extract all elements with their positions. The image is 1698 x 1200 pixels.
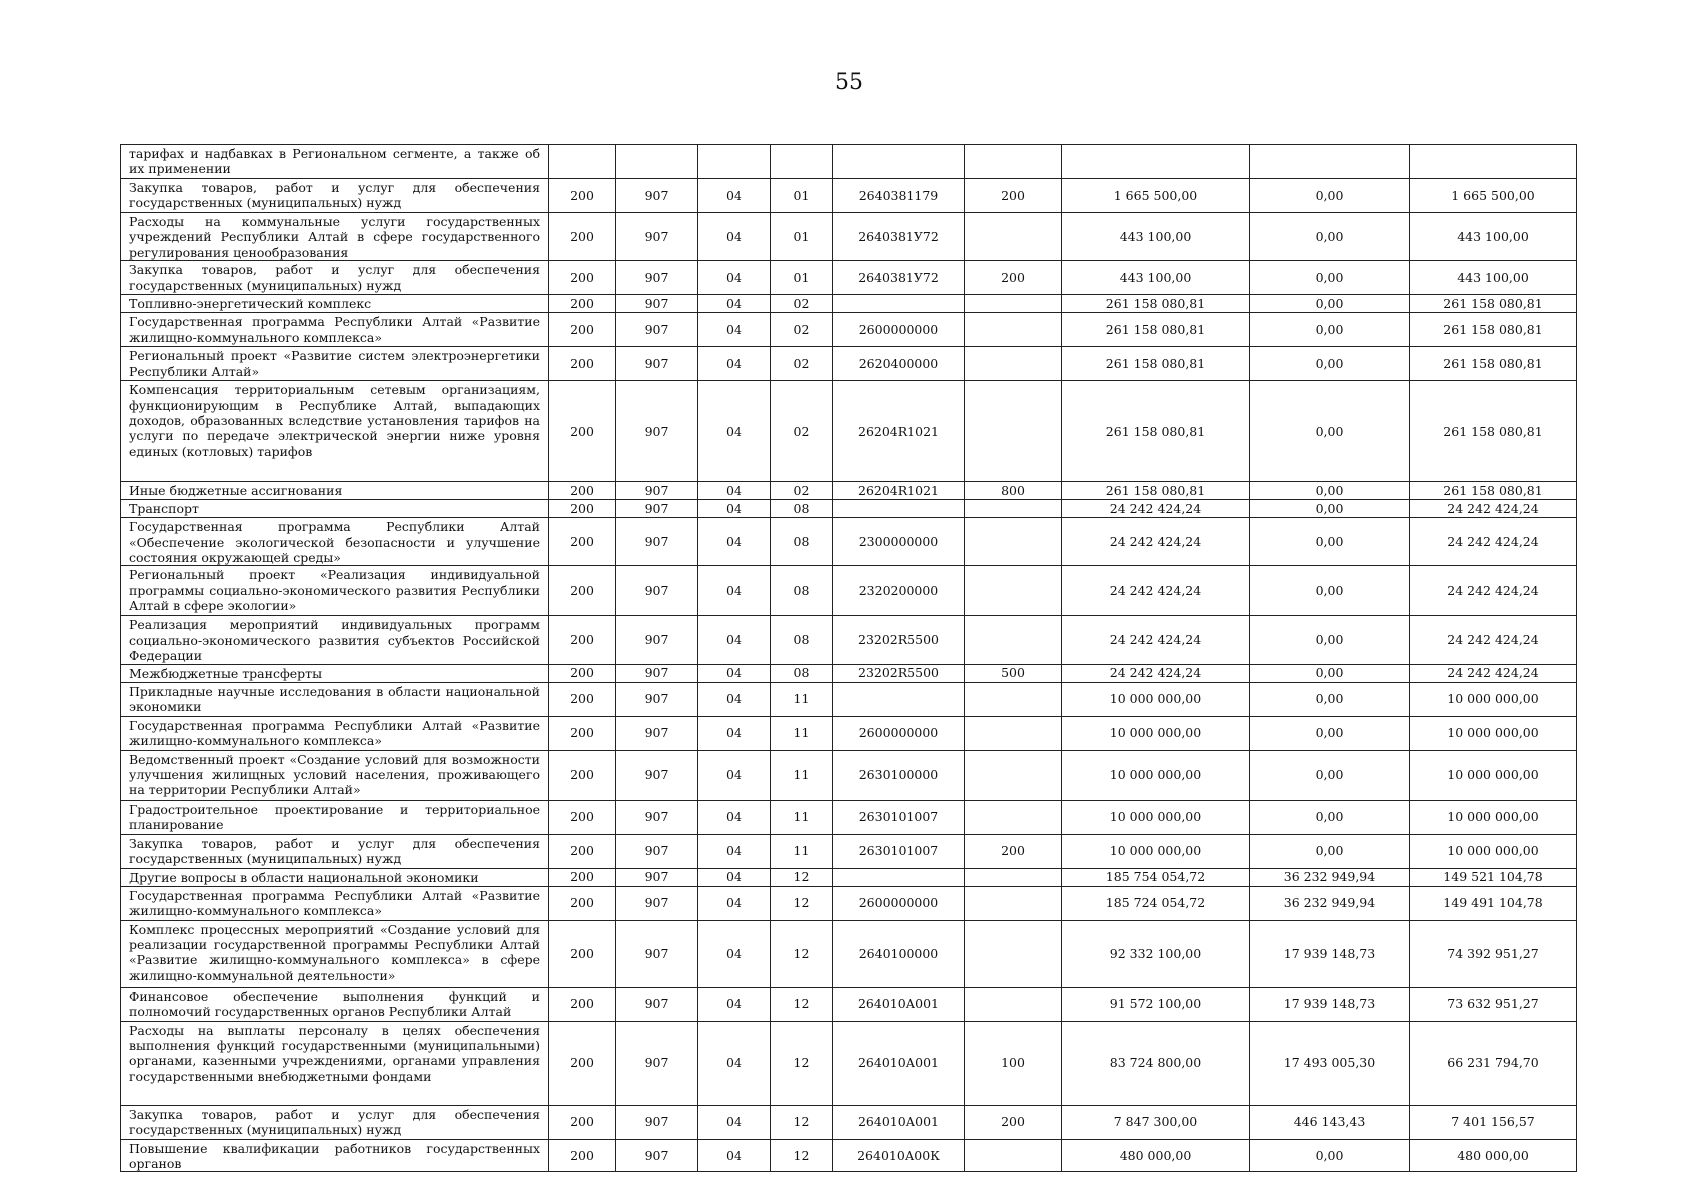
cell-amount-approved: 10 000 000,00 (1062, 834, 1250, 868)
cell-admin-code: 200 (549, 179, 616, 213)
cell-admin-code: 200 (549, 1021, 616, 1105)
cell-amount-total: 7 401 156,57 (1410, 1105, 1577, 1139)
cell-section-code: 04 (698, 1021, 771, 1105)
cell-target-article (833, 682, 965, 716)
cell-department-code: 907 (616, 920, 698, 987)
table-row (121, 213, 1577, 261)
cell-subsection-code: 12 (771, 886, 833, 920)
cell-section-code: 04 (698, 800, 771, 834)
cell-department-code: 907 (616, 1139, 698, 1172)
table-row (121, 868, 1577, 886)
cell-admin-code: 200 (549, 868, 616, 886)
cell-amount-total: 24 242 424,24 (1410, 500, 1577, 518)
cell-target-article (833, 868, 965, 886)
cell-amount-approved: 7 847 300,00 (1062, 1105, 1250, 1139)
cell-amount-change: 446 143,43 (1250, 1105, 1410, 1139)
cell-admin-code (549, 145, 616, 179)
cell-section-code: 04 (698, 213, 771, 261)
cell-name: Другие вопросы в области национальной экономики (121, 868, 549, 886)
cell-section-code: 04 (698, 616, 771, 664)
cell-admin-code: 200 (549, 616, 616, 664)
cell-amount-change: 0,00 (1250, 313, 1410, 347)
cell-name: Расходы на коммунальные услуги государственных учреждений Республики Алтай в сфере государственного регулирования ценообразования (121, 213, 549, 261)
cell-section-code: 04 (698, 682, 771, 716)
cell-name: Повышение квалификации работников государственных органов (121, 1139, 549, 1172)
cell-department-code: 907 (616, 482, 698, 500)
cell-amount-approved: 24 242 424,24 (1062, 616, 1250, 664)
cell-expense-type (965, 800, 1062, 834)
cell-admin-code: 200 (549, 347, 616, 381)
cell-target-article: 2640100000 (833, 920, 965, 987)
cell-department-code: 907 (616, 716, 698, 750)
table-row (121, 261, 1577, 295)
cell-department-code: 907 (616, 179, 698, 213)
table-row (121, 664, 1577, 682)
cell-section-code: 04 (698, 1105, 771, 1139)
cell-target-article: 2640381У72 (833, 261, 965, 295)
table-row (121, 295, 1577, 313)
cell-admin-code: 200 (549, 664, 616, 682)
cell-amount-total: 73 632 951,27 (1410, 987, 1577, 1021)
cell-amount-total: 24 242 424,24 (1410, 616, 1577, 664)
cell-target-article: 23202R5500 (833, 616, 965, 664)
cell-subsection-code: 08 (771, 500, 833, 518)
cell-amount-total: 149 521 104,78 (1410, 868, 1577, 886)
cell-department-code: 907 (616, 381, 698, 482)
cell-name: Межбюджетные трансферты (121, 664, 549, 682)
cell-target-article: 2600000000 (833, 716, 965, 750)
cell-subsection-code: 12 (771, 920, 833, 987)
cell-expense-type (965, 868, 1062, 886)
cell-expense-type (965, 145, 1062, 179)
cell-name: Расходы на выплаты персоналу в целях обеспечения выполнения функций государственными (муниципальными) органами, казенными учреждениями, органами управления государственными внебюджетными фондами (121, 1021, 549, 1105)
cell-expense-type: 100 (965, 1021, 1062, 1105)
cell-amount-approved: 10 000 000,00 (1062, 750, 1250, 800)
cell-subsection-code: 01 (771, 213, 833, 261)
cell-expense-type (965, 347, 1062, 381)
cell-name: Региональный проект «Развитие систем электроэнергетики Республики Алтай» (121, 347, 549, 381)
cell-amount-change: 0,00 (1250, 500, 1410, 518)
cell-amount-approved: 83 724 800,00 (1062, 1021, 1250, 1105)
cell-department-code: 907 (616, 518, 698, 566)
cell-section-code: 04 (698, 920, 771, 987)
cell-target-article: 2600000000 (833, 886, 965, 920)
cell-expense-type (965, 295, 1062, 313)
cell-section-code: 04 (698, 313, 771, 347)
cell-amount-change: 36 232 949,94 (1250, 886, 1410, 920)
cell-section-code: 04 (698, 716, 771, 750)
cell-target-article: 264010А001 (833, 1021, 965, 1105)
cell-amount-total: 10 000 000,00 (1410, 834, 1577, 868)
cell-amount-total: 66 231 794,70 (1410, 1021, 1577, 1105)
cell-department-code: 907 (616, 566, 698, 616)
cell-target-article: 2630101007 (833, 800, 965, 834)
cell-amount-approved: 185 754 054,72 (1062, 868, 1250, 886)
cell-amount-total: 261 158 080,81 (1410, 347, 1577, 381)
cell-amount-total: 10 000 000,00 (1410, 800, 1577, 834)
cell-admin-code: 200 (549, 518, 616, 566)
cell-section-code: 04 (698, 1139, 771, 1172)
cell-amount-total: 261 158 080,81 (1410, 295, 1577, 313)
cell-section-code: 04 (698, 179, 771, 213)
cell-admin-code: 200 (549, 1139, 616, 1172)
cell-subsection-code: 02 (771, 381, 833, 482)
cell-department-code: 907 (616, 295, 698, 313)
cell-subsection-code (771, 145, 833, 179)
cell-amount-total: 261 158 080,81 (1410, 313, 1577, 347)
cell-admin-code: 200 (549, 500, 616, 518)
cell-subsection-code: 02 (771, 295, 833, 313)
cell-admin-code: 200 (549, 682, 616, 716)
cell-section-code: 04 (698, 347, 771, 381)
cell-expense-type (965, 313, 1062, 347)
cell-amount-approved: 10 000 000,00 (1062, 682, 1250, 716)
cell-expense-type (965, 616, 1062, 664)
cell-amount-change: 0,00 (1250, 566, 1410, 616)
cell-amount-change (1250, 145, 1410, 179)
cell-amount-change: 0,00 (1250, 482, 1410, 500)
cell-admin-code: 200 (549, 920, 616, 987)
table-row (121, 566, 1577, 616)
cell-department-code: 907 (616, 347, 698, 381)
cell-subsection-code: 02 (771, 313, 833, 347)
cell-target-article: 2640381У72 (833, 213, 965, 261)
cell-subsection-code: 08 (771, 518, 833, 566)
cell-target-article (833, 145, 965, 179)
cell-expense-type: 200 (965, 261, 1062, 295)
cell-admin-code: 200 (549, 716, 616, 750)
cell-subsection-code: 11 (771, 716, 833, 750)
table-row (121, 347, 1577, 381)
cell-amount-total: 149 491 104,78 (1410, 886, 1577, 920)
cell-expense-type (965, 1139, 1062, 1172)
cell-expense-type (965, 987, 1062, 1021)
cell-section-code: 04 (698, 295, 771, 313)
cell-name: Закупка товаров, работ и услуг для обеспечения государственных (муниципальных) нужд (121, 261, 549, 295)
cell-target-article: 2320200000 (833, 566, 965, 616)
cell-name: Закупка товаров, работ и услуг для обеспечения государственных (муниципальных) нужд (121, 1105, 549, 1139)
table-row (121, 1139, 1577, 1172)
cell-amount-change: 0,00 (1250, 213, 1410, 261)
cell-subsection-code: 08 (771, 664, 833, 682)
cell-subsection-code: 12 (771, 1105, 833, 1139)
cell-amount-change: 0,00 (1250, 295, 1410, 313)
cell-target-article: 264010А001 (833, 987, 965, 1021)
table-row (121, 616, 1577, 664)
cell-name: Государственная программа Республики Алтай «Развитие жилищно-коммунального комплекса» (121, 716, 549, 750)
table-row (121, 313, 1577, 347)
cell-name: Прикладные научные исследования в области национальной экономики (121, 682, 549, 716)
cell-name: Транспорт (121, 500, 549, 518)
cell-amount-approved: 1 665 500,00 (1062, 179, 1250, 213)
cell-subsection-code: 08 (771, 616, 833, 664)
cell-name: Ведомственный проект «Создание условий для возможности улучшения жилищных условий населения, проживающего на территории Республики Алтай» (121, 750, 549, 800)
cell-department-code: 907 (616, 800, 698, 834)
cell-name: Государственная программа Республики Алтай «Развитие жилищно-коммунального комплекса» (121, 886, 549, 920)
cell-expense-type: 500 (965, 664, 1062, 682)
cell-admin-code: 200 (549, 482, 616, 500)
cell-amount-approved: 24 242 424,24 (1062, 566, 1250, 616)
cell-department-code: 907 (616, 261, 698, 295)
table-row (121, 179, 1577, 213)
cell-amount-approved: 92 332 100,00 (1062, 920, 1250, 987)
cell-expense-type: 200 (965, 179, 1062, 213)
cell-name: Региональный проект «Реализация индивидуальной программы социально-экономического развития Республики Алтай в сфере экологии» (121, 566, 549, 616)
cell-amount-total: 24 242 424,24 (1410, 566, 1577, 616)
cell-amount-change: 0,00 (1250, 800, 1410, 834)
cell-section-code: 04 (698, 834, 771, 868)
cell-subsection-code: 11 (771, 800, 833, 834)
cell-amount-total: 10 000 000,00 (1410, 682, 1577, 716)
cell-subsection-code: 02 (771, 482, 833, 500)
cell-department-code: 907 (616, 500, 698, 518)
cell-amount-approved: 261 158 080,81 (1062, 381, 1250, 482)
page-number: 55 (835, 70, 863, 95)
cell-expense-type (965, 566, 1062, 616)
cell-amount-total: 443 100,00 (1410, 213, 1577, 261)
cell-name: Государственная программа Республики Алтай «Обеспечение экологической безопасности и улучшение состояния окружающей среды» (121, 518, 549, 566)
cell-amount-change: 0,00 (1250, 616, 1410, 664)
table-row (121, 987, 1577, 1021)
cell-target-article: 23202R5500 (833, 664, 965, 682)
cell-department-code: 907 (616, 682, 698, 716)
cell-amount-change: 0,00 (1250, 716, 1410, 750)
cell-amount-approved: 443 100,00 (1062, 261, 1250, 295)
cell-target-article: 2620400000 (833, 347, 965, 381)
cell-target-article: 2630101007 (833, 834, 965, 868)
cell-amount-approved: 185 724 054,72 (1062, 886, 1250, 920)
cell-expense-type (965, 682, 1062, 716)
table-row (121, 1021, 1577, 1105)
cell-amount-total: 10 000 000,00 (1410, 716, 1577, 750)
cell-admin-code: 200 (549, 566, 616, 616)
cell-subsection-code: 02 (771, 347, 833, 381)
cell-amount-change: 0,00 (1250, 261, 1410, 295)
cell-subsection-code: 11 (771, 682, 833, 716)
cell-expense-type (965, 381, 1062, 482)
cell-amount-total: 24 242 424,24 (1410, 664, 1577, 682)
cell-subsection-code: 12 (771, 1021, 833, 1105)
cell-department-code: 907 (616, 313, 698, 347)
cell-name: тарифах и надбавках в Региональном сегменте, а также об их применении (121, 145, 549, 179)
cell-name: Государственная программа Республики Алтай «Развитие жилищно-коммунального комплекса» (121, 313, 549, 347)
cell-amount-change: 0,00 (1250, 664, 1410, 682)
budget-table-body (121, 145, 1577, 1172)
cell-admin-code: 200 (549, 834, 616, 868)
cell-department-code: 907 (616, 868, 698, 886)
table-row (121, 482, 1577, 500)
cell-section-code: 04 (698, 987, 771, 1021)
cell-section-code: 04 (698, 566, 771, 616)
cell-department-code: 907 (616, 834, 698, 868)
cell-section-code: 04 (698, 886, 771, 920)
table-row (121, 518, 1577, 566)
cell-name: Компенсация территориальным сетевым организациям, функционирующим в Республике Алтай, выпадающих доходов, образованных вследствие установления тарифов на услуги по передаче электрической энергии ниже уровня единых (котловых) тарифов (121, 381, 549, 482)
cell-amount-approved: 24 242 424,24 (1062, 500, 1250, 518)
cell-expense-type (965, 500, 1062, 518)
cell-department-code: 907 (616, 213, 698, 261)
cell-section-code: 04 (698, 500, 771, 518)
cell-section-code: 04 (698, 261, 771, 295)
cell-amount-change: 0,00 (1250, 179, 1410, 213)
cell-amount-approved: 480 000,00 (1062, 1139, 1250, 1172)
table-row (121, 1105, 1577, 1139)
cell-amount-total: 480 000,00 (1410, 1139, 1577, 1172)
cell-expense-type: 200 (965, 834, 1062, 868)
cell-amount-change: 17 939 148,73 (1250, 987, 1410, 1021)
budget-table (120, 144, 1577, 1172)
cell-amount-total: 1 665 500,00 (1410, 179, 1577, 213)
cell-subsection-code: 11 (771, 750, 833, 800)
table-row (121, 682, 1577, 716)
cell-amount-change: 36 232 949,94 (1250, 868, 1410, 886)
cell-amount-total (1410, 145, 1577, 179)
cell-section-code: 04 (698, 518, 771, 566)
table-row (121, 920, 1577, 987)
cell-amount-approved: 261 158 080,81 (1062, 482, 1250, 500)
cell-section-code: 04 (698, 664, 771, 682)
cell-amount-change: 0,00 (1250, 381, 1410, 482)
cell-department-code: 907 (616, 616, 698, 664)
cell-target-article: 2300000000 (833, 518, 965, 566)
cell-admin-code: 200 (549, 381, 616, 482)
cell-target-article (833, 295, 965, 313)
cell-expense-type: 200 (965, 1105, 1062, 1139)
table-row (121, 886, 1577, 920)
cell-name: Закупка товаров, работ и услуг для обеспечения государственных (муниципальных) нужд (121, 179, 549, 213)
cell-admin-code: 200 (549, 987, 616, 1021)
cell-name: Иные бюджетные ассигнования (121, 482, 549, 500)
cell-department-code: 907 (616, 664, 698, 682)
cell-target-article: 2600000000 (833, 313, 965, 347)
cell-admin-code: 200 (549, 800, 616, 834)
cell-amount-approved: 443 100,00 (1062, 213, 1250, 261)
cell-target-article (833, 500, 965, 518)
cell-section-code: 04 (698, 750, 771, 800)
table-row (121, 381, 1577, 482)
cell-amount-change: 0,00 (1250, 1139, 1410, 1172)
cell-admin-code: 200 (549, 886, 616, 920)
cell-amount-change: 0,00 (1250, 347, 1410, 381)
cell-subsection-code: 12 (771, 987, 833, 1021)
cell-amount-change: 0,00 (1250, 518, 1410, 566)
cell-subsection-code: 12 (771, 868, 833, 886)
cell-name: Комплекс процессных мероприятий «Создание условий для реализации государственной программы Республики Алтай «Развитие жилищно-коммунального комплекса» в сфере жилищно-коммунальной деятельности» (121, 920, 549, 987)
cell-expense-type (965, 518, 1062, 566)
table-row (121, 800, 1577, 834)
cell-subsection-code: 08 (771, 566, 833, 616)
cell-department-code: 907 (616, 987, 698, 1021)
cell-admin-code: 200 (549, 313, 616, 347)
cell-expense-type (965, 886, 1062, 920)
cell-amount-total: 10 000 000,00 (1410, 750, 1577, 800)
cell-amount-approved: 10 000 000,00 (1062, 716, 1250, 750)
cell-department-code: 907 (616, 1105, 698, 1139)
table-row (121, 750, 1577, 800)
cell-name: Финансовое обеспечение выполнения функций и полномочий государственных органов Республики Алтай (121, 987, 549, 1021)
cell-expense-type (965, 750, 1062, 800)
cell-amount-approved: 24 242 424,24 (1062, 518, 1250, 566)
cell-amount-approved (1062, 145, 1250, 179)
cell-amount-total: 261 158 080,81 (1410, 482, 1577, 500)
cell-expense-type (965, 920, 1062, 987)
cell-amount-approved: 24 242 424,24 (1062, 664, 1250, 682)
cell-expense-type: 800 (965, 482, 1062, 500)
cell-amount-change: 17 939 148,73 (1250, 920, 1410, 987)
cell-expense-type (965, 716, 1062, 750)
cell-name: Топливно-энергетический комплекс (121, 295, 549, 313)
cell-section-code: 04 (698, 381, 771, 482)
cell-section-code (698, 145, 771, 179)
cell-amount-total: 74 392 951,27 (1410, 920, 1577, 987)
cell-name: Реализация мероприятий индивидуальных программ социально-экономического развития субъектов Российской Федерации (121, 616, 549, 664)
cell-expense-type (965, 213, 1062, 261)
cell-subsection-code: 01 (771, 261, 833, 295)
cell-admin-code: 200 (549, 750, 616, 800)
cell-target-article: 264010А00К (833, 1139, 965, 1172)
cell-target-article: 26204R1021 (833, 381, 965, 482)
cell-amount-total: 443 100,00 (1410, 261, 1577, 295)
cell-amount-approved: 261 158 080,81 (1062, 313, 1250, 347)
cell-subsection-code: 12 (771, 1139, 833, 1172)
cell-amount-approved: 91 572 100,00 (1062, 987, 1250, 1021)
cell-subsection-code: 01 (771, 179, 833, 213)
table-row (121, 716, 1577, 750)
cell-amount-total: 261 158 080,81 (1410, 381, 1577, 482)
cell-admin-code: 200 (549, 261, 616, 295)
cell-name: Градостроительное проектирование и территориальное планирование (121, 800, 549, 834)
cell-amount-change: 17 493 005,30 (1250, 1021, 1410, 1105)
cell-department-code: 907 (616, 1021, 698, 1105)
cell-target-article: 264010А001 (833, 1105, 965, 1139)
cell-department-code: 907 (616, 750, 698, 800)
cell-name: Закупка товаров, работ и услуг для обеспечения государственных (муниципальных) нужд (121, 834, 549, 868)
cell-target-article: 2640381179 (833, 179, 965, 213)
cell-amount-change: 0,00 (1250, 750, 1410, 800)
cell-subsection-code: 11 (771, 834, 833, 868)
cell-section-code: 04 (698, 868, 771, 886)
cell-amount-total: 24 242 424,24 (1410, 518, 1577, 566)
cell-admin-code: 200 (549, 1105, 616, 1139)
cell-amount-change: 0,00 (1250, 834, 1410, 868)
cell-department-code (616, 145, 698, 179)
cell-amount-approved: 10 000 000,00 (1062, 800, 1250, 834)
cell-amount-approved: 261 158 080,81 (1062, 347, 1250, 381)
cell-amount-approved: 261 158 080,81 (1062, 295, 1250, 313)
cell-admin-code: 200 (549, 295, 616, 313)
cell-target-article: 26204R1021 (833, 482, 965, 500)
cell-target-article: 2630100000 (833, 750, 965, 800)
table-row (121, 145, 1577, 179)
cell-department-code: 907 (616, 886, 698, 920)
table-row (121, 500, 1577, 518)
cell-amount-change: 0,00 (1250, 682, 1410, 716)
cell-admin-code: 200 (549, 213, 616, 261)
cell-section-code: 04 (698, 482, 771, 500)
table-row (121, 834, 1577, 868)
